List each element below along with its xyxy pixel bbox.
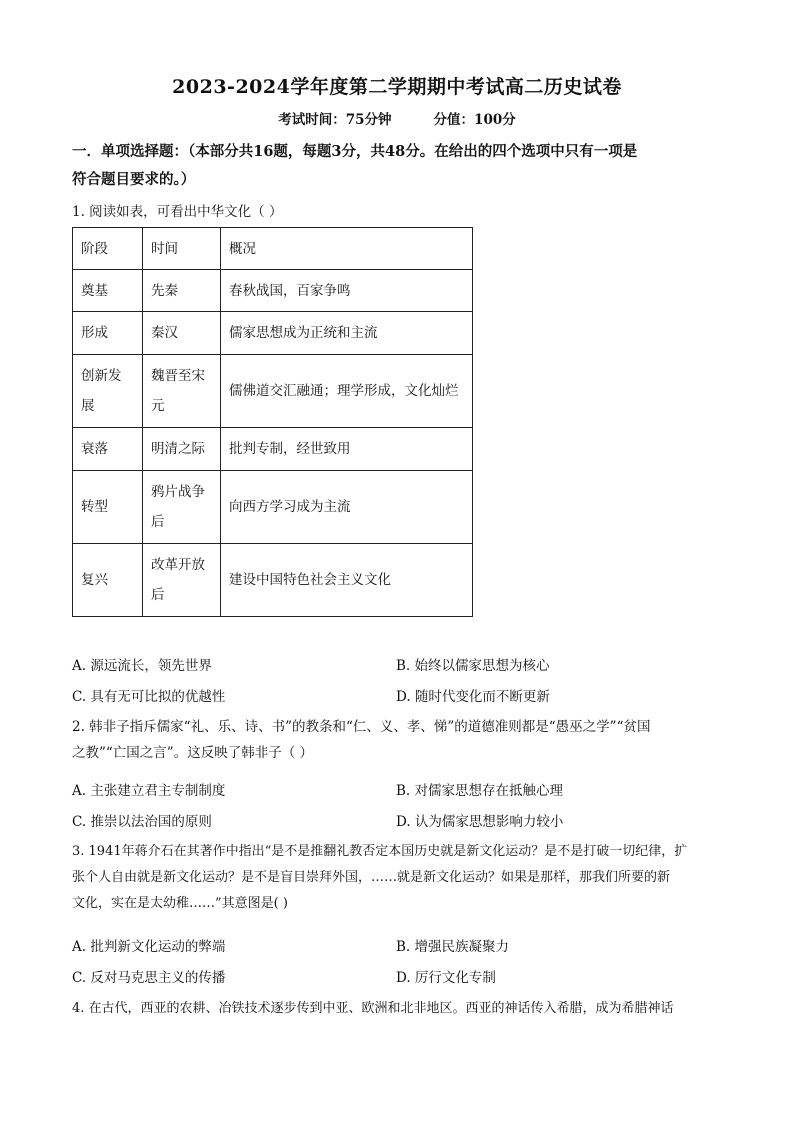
table-row: [73, 471, 473, 544]
table-header-cell: 时间: [143, 228, 221, 270]
table-cell: 改革开放后: [143, 544, 221, 617]
question-2-stem: [72, 714, 724, 766]
option-c[interactable]: C. 反对马克思主义的传播: [72, 970, 226, 986]
option-a[interactable]: A. 源远流长，领先世界: [72, 658, 212, 674]
table-cell: 形成: [73, 312, 143, 355]
exam-time: 考试时间：75分钟: [278, 112, 392, 128]
table-cell: 明清之际: [143, 428, 221, 471]
option-b[interactable]: B. 对儒家思想存在抵触心理: [396, 783, 564, 799]
table-cell: 奠基: [73, 270, 143, 312]
exam-score: 分值：100分: [433, 112, 516, 128]
table-header-cell: 阶段: [73, 228, 143, 270]
exam-title: 2023-2024学年度第二学期期中考试高二历史试卷: [172, 76, 622, 98]
option-b[interactable]: B. 始终以儒家思想为核心: [396, 658, 550, 674]
table-cell: 建设中国特色社会主义文化: [221, 544, 473, 617]
option-d[interactable]: D. 认为儒家思想影响力较小: [396, 814, 564, 830]
option-d[interactable]: D. 厉行文化专制: [396, 970, 496, 986]
table-cell: 儒佛道交汇融通；理学形成，文化灿烂: [221, 355, 473, 428]
culture-stages-table: [72, 227, 473, 617]
table-cell: 先秦: [143, 270, 221, 312]
question-2-line1: 2. 韩非子指斥儒家“礼、乐、诗、书”的教条和“仁、义、孝、悌”的道德准则都是“愚巫之学”“贫国: [72, 719, 651, 735]
option-a[interactable]: A. 主张建立君主专制制度: [72, 783, 226, 799]
table-row: [73, 270, 473, 312]
question-3-stem: [72, 839, 724, 917]
question-3-line1: 3. 1941年蒋介石在其著作中指出“是不是推翻礼教否定本国历史就是新文化运动？是不是打破一切纪律，扩: [72, 844, 688, 859]
option-a[interactable]: A. 批判新文化运动的弊端: [72, 939, 226, 955]
question-2-line2: 之教”“亡国之言”。这反映了韩非子（ ）: [72, 745, 313, 761]
table-header-cell: 概况: [221, 228, 473, 270]
table-cell: 魏晋至宋元: [143, 355, 221, 428]
table-cell: 批判专制，经世致用: [221, 428, 473, 471]
section-heading: [72, 138, 724, 194]
question-3-line2: 张个人自由就是新文化运动？是不是盲目崇拜外国，……就是新文化运动？如果是那样，那我们所要的新: [72, 870, 671, 885]
table-cell: 复兴: [73, 544, 143, 617]
question-3-line3: 文化，实在是太幼稚……”其意图是( ): [72, 896, 288, 911]
table-header-row: [73, 228, 473, 270]
question-4-line1: 4. 在古代，西亚的农耕、冶铁技术逐步传到中亚、欧洲和北非地区。西亚的神话传入希腊，成为希腊神话: [72, 1001, 674, 1016]
table-cell: 春秋战国，百家争鸣: [221, 270, 473, 312]
table-cell: 秦汉: [143, 312, 221, 355]
section-heading-line1: 一．单项选择题：（本部分共16题，每题3分，共48分。在给出的四个选项中只有一项是: [72, 143, 638, 160]
table-row: [73, 355, 473, 428]
section-heading-line2: 符合题目要求的。）: [72, 171, 196, 188]
table-row: [73, 428, 473, 471]
option-c[interactable]: C. 推崇以法治国的原则: [72, 814, 212, 830]
table-cell: 创新发展: [73, 355, 143, 428]
table-cell: 向西方学习成为主流: [221, 471, 473, 544]
option-b[interactable]: B. 增强民族凝聚力: [396, 939, 510, 955]
table-row: [73, 312, 473, 355]
exam-info: [0, 108, 794, 128]
table-cell: 衰落: [73, 428, 143, 471]
option-c[interactable]: C. 具有无可比拟的优越性: [72, 689, 226, 705]
table-cell: 鸦片战争后: [143, 471, 221, 544]
table-row: [73, 544, 473, 617]
table-cell: 儒家思想成为正统和主流: [221, 312, 473, 355]
table-cell: 转型: [73, 471, 143, 544]
option-d[interactable]: D. 随时代变化而不断更新: [396, 689, 550, 705]
question-4-stem: [72, 996, 724, 1022]
question-1-stem: 1. 阅读如表，可看出中华文化（ ）: [72, 204, 283, 220]
